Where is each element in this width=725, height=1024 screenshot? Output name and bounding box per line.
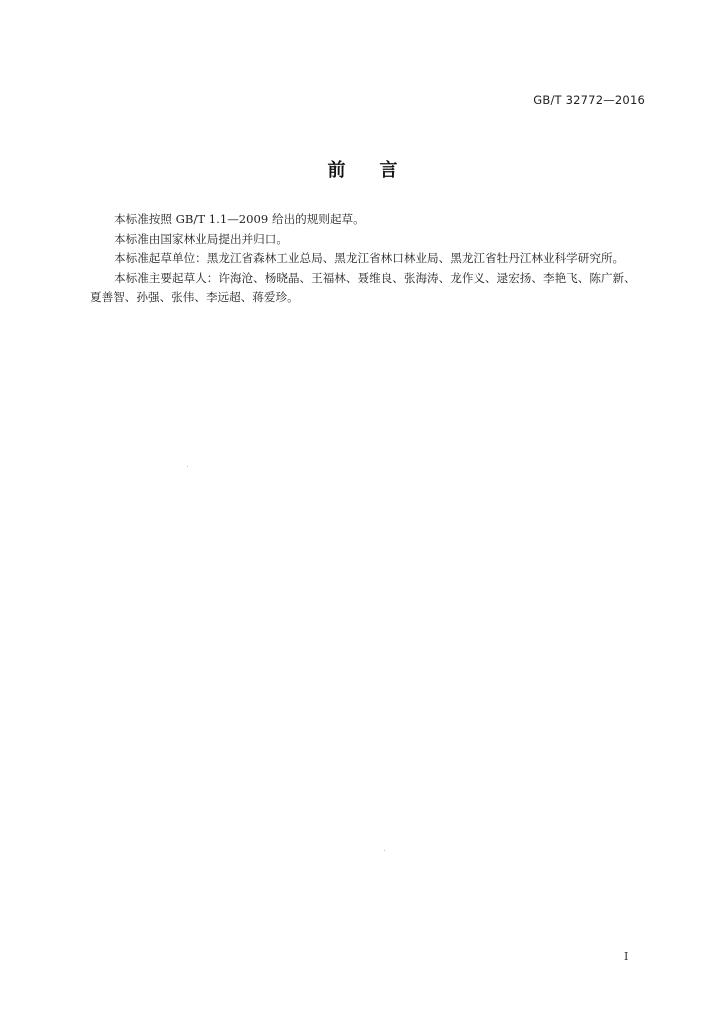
paragraph-drafters-line-1: 本标准主要起草人：许海沧、杨晓晶、王福林、聂维良、张海涛、龙作义、逯宏扬、李艳飞、陈广新、 [114,270,636,285]
paragraph-drafters [90,269,652,308]
scan-speck [187,466,188,467]
title-part-1: 前 [327,160,346,181]
standard-code: GB/T 32772—2016 [533,93,645,107]
paragraph-drafters-line-2: 夏善智、孙强、张伟、李远超、蒋爱珍。 [90,290,299,304]
preface-body [90,210,652,308]
paragraph-drafting-units: 本标准起草单位：黑龙江省森林工业总局、黑龙江省林口林业局、黑龙江省牡丹江林业科学研究所。 [114,251,625,265]
page-number: I [624,950,629,963]
title-part-2: 言 [379,160,398,181]
scan-speck [384,850,385,851]
section-title [0,156,725,182]
paragraph-drafting-rules: 本标准按照 GB/T 1.1—2009 给出的规则起草。 [114,212,365,226]
paragraph-proposer: 本标准由国家林业局提出并归口。 [114,231,288,246]
